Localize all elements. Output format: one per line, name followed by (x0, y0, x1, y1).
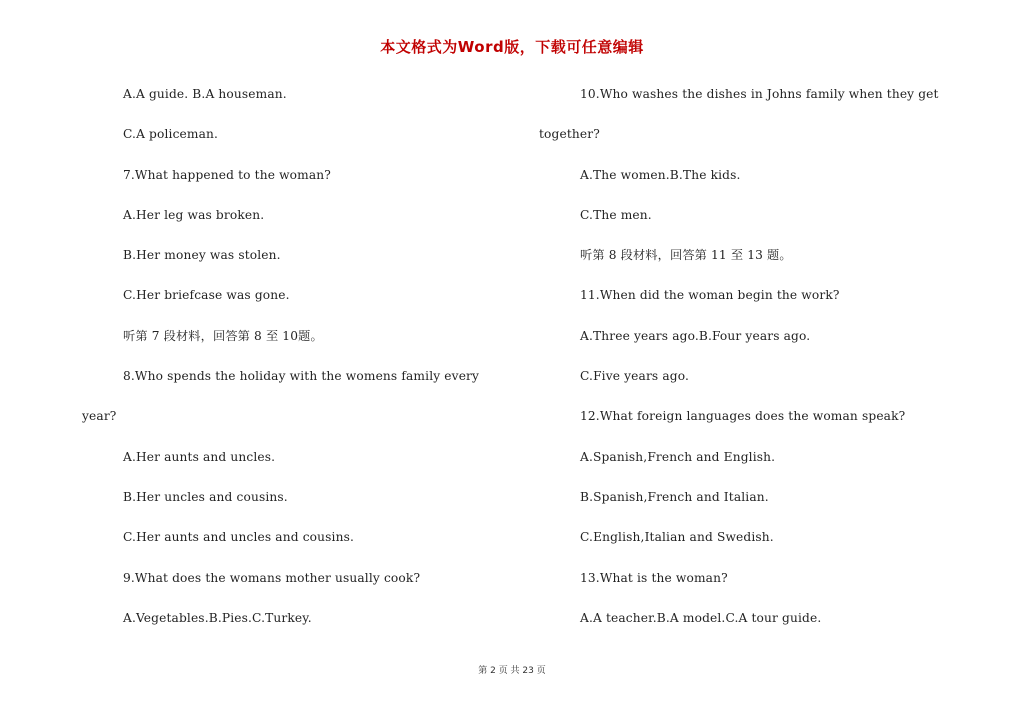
question-line: A.A guide. B.A houseman. (123, 87, 287, 101)
section-instruction: 听第 7 段材料，回答第 8 至 10题。 (123, 328, 323, 343)
question-line: B.Her money was stolen. (123, 248, 281, 263)
page-number-footer: 第 2 页 共 23 页 (478, 666, 546, 676)
question-line: 10.Who washes the dishes in Johns family when they get (580, 87, 939, 101)
right-column (539, 84, 959, 648)
question-line: 13.What is the woman? (580, 570, 728, 585)
question-line: C.The men. (580, 207, 652, 222)
question-line: C.Her briefcase was gone. (123, 288, 290, 303)
question-line: 7.What happened to the woman? (123, 167, 331, 182)
question-line: A.Three years ago.B.Four years ago. (580, 328, 811, 343)
question-line: A.Spanish,French and English. (580, 449, 776, 464)
question-line: A.Her aunts and uncles. (123, 449, 276, 464)
question-line: 11.When did the woman begin the work? (580, 288, 840, 303)
question-line: A.Her leg was broken. (123, 207, 265, 222)
question-line: C.English,Italian and Swedish. (580, 530, 774, 545)
question-line: 9.What does the womans mother usually cook? (123, 570, 421, 585)
question-line: 8.Who spends the holiday with the womens family every (123, 369, 480, 384)
question-line: B.Spanish,French and Italian. (580, 489, 769, 504)
question-line-continued: together? (539, 127, 600, 142)
question-line: A.A teacher.B.A model.C.A tour guide. (580, 610, 822, 625)
question-line: A.The women.B.The kids. (580, 167, 741, 182)
left-column (82, 84, 512, 648)
question-line: 12.What foreign languages does the woman speak? (580, 409, 906, 424)
question-line: C.Five years ago. (580, 369, 690, 384)
question-line: A.Vegetables.B.Pies.C.Turkey. (123, 610, 312, 625)
question-line: C.A policeman. (123, 127, 219, 142)
question-line: B.Her uncles and cousins. (123, 489, 288, 504)
watermark-banner: 本文格式为Word版，下载可任意编辑 (380, 38, 644, 56)
question-line: C.Her aunts and uncles and cousins. (123, 530, 355, 545)
section-instruction: 听第 8 段材料，回答第 11 至 13 题。 (580, 248, 792, 263)
question-line-continued: year? (82, 409, 117, 424)
